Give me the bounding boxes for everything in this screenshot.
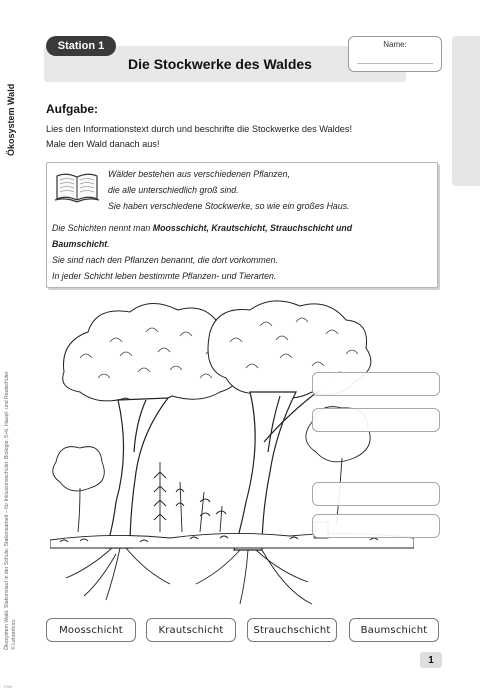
info-body-suffix: . bbox=[107, 239, 110, 249]
answer-field-1[interactable] bbox=[312, 372, 440, 396]
task-instructions bbox=[46, 122, 436, 152]
footer-code: F/Kb bbox=[4, 684, 13, 689]
info-body bbox=[52, 220, 432, 284]
info-body-line-4: In jeder Schicht leben bestimmte Pflanzen- und Tierarten. bbox=[52, 271, 277, 281]
word-card-strauchschicht[interactable]: Strauchschicht bbox=[247, 618, 337, 642]
task-line-2: Male den Wald danach aus! bbox=[46, 139, 160, 149]
word-card-krautschicht[interactable]: Krautschicht bbox=[146, 618, 236, 642]
answer-field-2[interactable] bbox=[312, 408, 440, 432]
info-intro-line-2: die alle unterschiedlich groß sind. bbox=[108, 185, 239, 195]
book-icon bbox=[54, 170, 100, 204]
forest-illustration bbox=[50, 292, 414, 610]
side-tab bbox=[452, 36, 480, 186]
info-body-line-3: Sie sind nach den Pflanzen benannt, die dort vorkommen. bbox=[52, 255, 278, 265]
info-body-bold-2: Baumschicht bbox=[52, 239, 108, 249]
info-intro bbox=[108, 166, 428, 214]
info-body-prefix: Die Schichten nennt man bbox=[52, 223, 153, 233]
task-line-1: Lies den Informationstext durch und beschrifte die Stockwerke des Waldes! bbox=[46, 124, 353, 134]
station-badge: Station 1 bbox=[46, 36, 116, 56]
name-field[interactable] bbox=[348, 36, 442, 72]
word-card-baumschicht[interactable]: Baumschicht bbox=[349, 618, 439, 642]
name-line bbox=[357, 63, 433, 64]
info-intro-line-1: Wälder bestehen aus verschiedenen Pflanzen, bbox=[108, 169, 290, 179]
info-intro-line-3: Sie haben verschiedene Stockwerke, so wie ein großes Haus. bbox=[108, 201, 350, 211]
answer-field-4[interactable] bbox=[312, 514, 440, 538]
credit-line-2: © Lehrerbüro bbox=[10, 619, 17, 650]
tree-trunks bbox=[106, 390, 320, 550]
side-tab-label: Ökosystem Wald bbox=[6, 83, 16, 156]
herb-plants bbox=[154, 462, 226, 532]
credit-line-1: Ökosystem Wald, Stationslauf in der Schule, Stationsarbeit – für Inklusionsschüler, Biologie, 5+6, Haupt- und Realschüler bbox=[4, 371, 10, 650]
page-title: Die Stockwerke des Waldes bbox=[128, 56, 312, 72]
word-card-moosschicht[interactable]: Moosschicht bbox=[46, 618, 136, 642]
roots bbox=[66, 548, 312, 604]
info-body-line-1 bbox=[52, 220, 432, 236]
left-shrub bbox=[53, 447, 104, 532]
name-label: Name: bbox=[383, 40, 407, 49]
page-number: 1 bbox=[420, 652, 442, 668]
task-heading: Aufgabe: bbox=[46, 102, 98, 116]
copyright-credit bbox=[4, 290, 17, 650]
info-body-bold-1: Moosschicht, Krautschicht, Strauchschicht und bbox=[152, 223, 353, 233]
info-body-line-2 bbox=[52, 236, 432, 252]
answer-field-3[interactable] bbox=[312, 482, 440, 506]
